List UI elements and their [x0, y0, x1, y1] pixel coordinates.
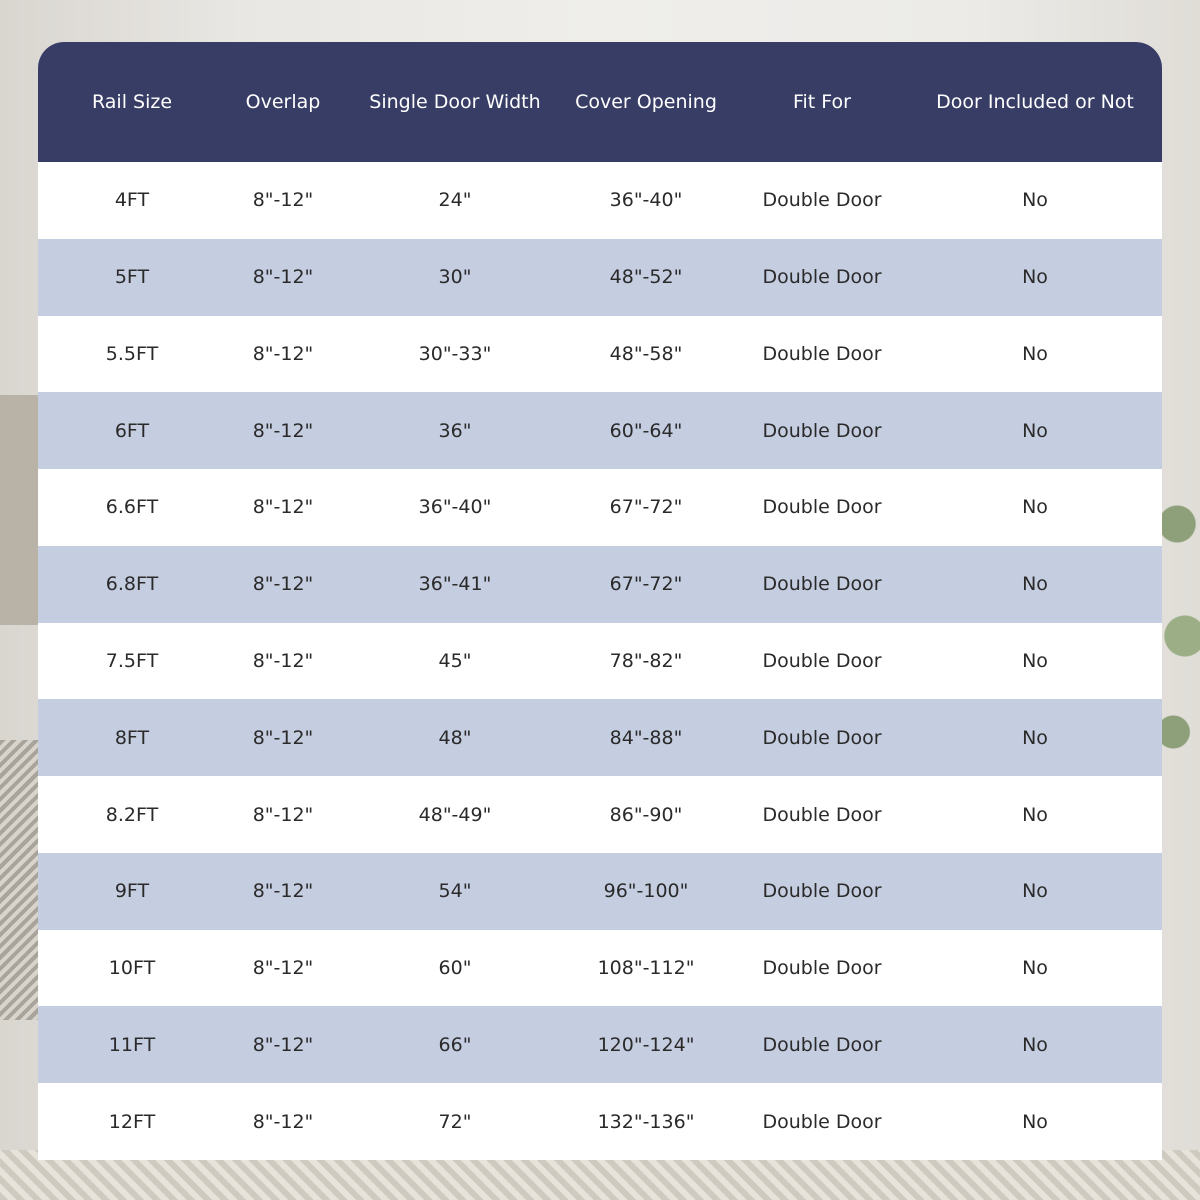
cell-fit-for: Double Door	[762, 266, 882, 289]
cell-single-door-width: 60"	[438, 957, 472, 980]
cell-overlap: 8"-12"	[252, 342, 314, 365]
cell-single-door-width: 48"-49"	[418, 803, 492, 826]
cell-single-door-width: 30"	[438, 266, 472, 289]
cell-cover-opening: 78"-82"	[609, 649, 683, 672]
cell-door-included: No	[1022, 266, 1048, 289]
cell-cover-opening: 96"-100"	[603, 880, 689, 903]
table-row	[38, 316, 1162, 393]
cell-overlap: 8"-12"	[252, 1033, 314, 1056]
cell-cover-opening: 132"-136"	[597, 1110, 695, 1133]
cell-cover-opening: 67"-72"	[609, 496, 683, 519]
cell-overlap: 8"-12"	[252, 1110, 314, 1133]
header-rail-size: Rail Size	[91, 91, 173, 113]
header-cover-opening: Cover Opening	[575, 91, 717, 113]
cell-cover-opening: 60"-64"	[609, 419, 683, 442]
cell-cover-opening: 48"-52"	[609, 266, 683, 289]
cell-fit-for: Double Door	[762, 189, 882, 212]
table-row	[38, 1083, 1162, 1160]
header-overlap: Overlap	[245, 91, 321, 113]
table-row	[38, 853, 1162, 930]
cell-rail-size: 12FT	[108, 1110, 156, 1133]
cell-door-included: No	[1022, 880, 1048, 903]
background-door-frame	[0, 395, 43, 625]
cell-door-included: No	[1022, 496, 1048, 519]
cell-fit-for: Double Door	[762, 803, 882, 826]
cell-cover-opening: 36"-40"	[609, 189, 683, 212]
background-chair	[0, 740, 42, 1020]
cell-fit-for: Double Door	[762, 957, 882, 980]
cell-overlap: 8"-12"	[252, 189, 314, 212]
cell-single-door-width: 48"	[438, 726, 472, 749]
background-plant	[1162, 460, 1200, 780]
cell-overlap: 8"-12"	[252, 726, 314, 749]
cell-rail-size: 4FT	[114, 189, 150, 212]
size-chart-table	[38, 42, 1162, 1160]
cell-rail-size: 8.2FT	[105, 803, 159, 826]
cell-fit-for: Double Door	[762, 496, 882, 519]
cell-single-door-width: 54"	[438, 880, 472, 903]
cell-single-door-width: 30"-33"	[418, 342, 492, 365]
cell-single-door-width: 36"-40"	[418, 496, 492, 519]
cell-rail-size: 8FT	[114, 726, 150, 749]
cell-overlap: 8"-12"	[252, 419, 314, 442]
cell-fit-for: Double Door	[762, 1110, 882, 1133]
cell-door-included: No	[1022, 957, 1048, 980]
cell-door-included: No	[1022, 649, 1048, 672]
table-row	[38, 1006, 1162, 1083]
cell-door-included: No	[1022, 726, 1048, 749]
cell-rail-size: 11FT	[108, 1033, 156, 1056]
cell-overlap: 8"-12"	[252, 880, 314, 903]
cell-fit-for: Double Door	[762, 573, 882, 596]
table-row	[38, 469, 1162, 546]
cell-fit-for: Double Door	[762, 342, 882, 365]
cell-rail-size: 5.5FT	[105, 342, 159, 365]
cell-door-included: No	[1022, 1033, 1048, 1056]
cell-door-included: No	[1022, 1110, 1048, 1133]
cell-door-included: No	[1022, 573, 1048, 596]
cell-cover-opening: 108"-112"	[597, 957, 695, 980]
cell-door-included: No	[1022, 189, 1048, 212]
cell-fit-for: Double Door	[762, 726, 882, 749]
cell-cover-opening: 84"-88"	[609, 726, 683, 749]
header-fit-for: Fit For	[792, 91, 851, 113]
table-row	[38, 776, 1162, 853]
cell-overlap: 8"-12"	[252, 496, 314, 519]
table-row	[38, 239, 1162, 316]
cell-rail-size: 6.6FT	[105, 496, 159, 519]
cell-cover-opening: 67"-72"	[609, 573, 683, 596]
cell-fit-for: Double Door	[762, 1033, 882, 1056]
cell-single-door-width: 45"	[438, 649, 472, 672]
cell-single-door-width: 24"	[438, 189, 472, 212]
cell-rail-size: 6.8FT	[105, 573, 159, 596]
header-single-door-width: Single Door Width	[369, 91, 541, 113]
header-door-included: Door Included or Not	[936, 91, 1134, 113]
cell-single-door-width: 66"	[438, 1033, 472, 1056]
cell-rail-size: 6FT	[114, 419, 150, 442]
cell-fit-for: Double Door	[762, 419, 882, 442]
table-row	[38, 930, 1162, 1007]
cell-overlap: 8"-12"	[252, 266, 314, 289]
cell-single-door-width: 36"-41"	[418, 573, 492, 596]
cell-cover-opening: 48"-58"	[609, 342, 683, 365]
table-row	[38, 699, 1162, 776]
cell-fit-for: Double Door	[762, 880, 882, 903]
cell-cover-opening: 86"-90"	[609, 803, 683, 826]
cell-door-included: No	[1022, 419, 1048, 442]
table-row	[38, 546, 1162, 623]
cell-single-door-width: 72"	[438, 1110, 472, 1133]
table-row	[38, 623, 1162, 700]
cell-overlap: 8"-12"	[252, 803, 314, 826]
table-row	[38, 162, 1162, 239]
cell-overlap: 8"-12"	[252, 649, 314, 672]
cell-rail-size: 9FT	[114, 880, 150, 903]
table-body	[38, 162, 1162, 1160]
cell-rail-size: 7.5FT	[105, 649, 159, 672]
cell-overlap: 8"-12"	[252, 573, 314, 596]
cell-cover-opening: 120"-124"	[597, 1033, 695, 1056]
table-header	[38, 42, 1162, 162]
cell-single-door-width: 36"	[438, 419, 472, 442]
cell-rail-size: 5FT	[114, 266, 150, 289]
cell-overlap: 8"-12"	[252, 957, 314, 980]
cell-fit-for: Double Door	[762, 649, 882, 672]
cell-door-included: No	[1022, 803, 1048, 826]
cell-door-included: No	[1022, 342, 1048, 365]
cell-rail-size: 10FT	[108, 957, 156, 980]
table-row	[38, 392, 1162, 469]
